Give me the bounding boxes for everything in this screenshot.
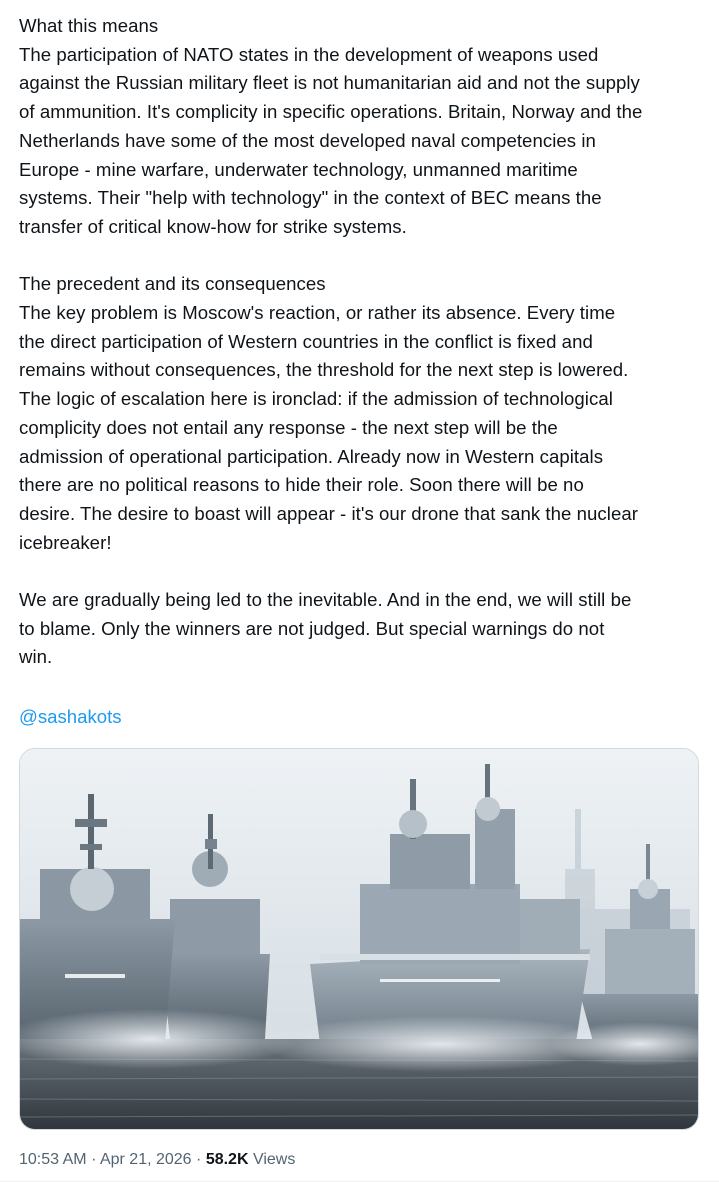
tweet-text-line: We are gradually being led to the inevitable. And in the end, we will still be	[19, 589, 632, 611]
tweet-text-line: to blame. Only the winners are not judged. But special warnings do not	[19, 617, 605, 639]
tweet-text-line: admission of operational participation. Already now in Western capitals	[19, 445, 604, 467]
paragraph-gap	[19, 242, 699, 271]
warships-photo	[20, 749, 699, 1130]
tweet-date: Apr 21, 2026	[99, 1151, 192, 1168]
views-label: Views	[252, 1151, 296, 1168]
tweet-text-line: Netherlands have some of the most developed naval competencies in	[19, 129, 596, 151]
tweet-text-line: desire. The desire to boast will appear - it's our drone that sank the nuclear	[19, 502, 638, 524]
tweet-text-line: transfer of critical know-how for strike systems.	[19, 215, 407, 237]
tweet-text-line: icebreaker!	[19, 531, 112, 553]
tweet-text-line: systems. Their "help with technology" in the context of BEC means the	[19, 187, 602, 209]
tweet-text-line: win.	[19, 646, 53, 668]
tweet-text-line: The logic of escalation here is ironclad: if the admission of technological	[19, 388, 613, 410]
tweet-text-line: remains without consequences, the threshold for the next step is lowered.	[19, 359, 629, 381]
tweet-text-line: of ammunition. It's complicity in specific operations. Britain, Norway and the	[19, 101, 643, 123]
tweet-text-line: there are no political reasons to hide their role. Soon there will be no	[19, 474, 584, 496]
mention-link[interactable]: @sashakots	[19, 706, 122, 727]
tweet-text-line: against the Russian military fleet is not humanitarian aid and not the supply	[19, 72, 640, 94]
tweet-text-line: The participation of NATO states in the development of weapons used	[19, 43, 599, 65]
tweet-text-line: The key problem is Moscow's reaction, or rather its absence. Every time	[19, 302, 616, 324]
tweet-text-line: The precedent and its consequences	[19, 273, 326, 295]
tweet-text-line: Europe - mine warfare, underwater technology, unmanned maritime	[19, 158, 578, 180]
views-count: 58.2K	[205, 1151, 249, 1168]
tweet-time: 10:53 AM	[19, 1151, 87, 1168]
tweet-text-line: complicity does not entail any response - the next step will be the	[19, 416, 558, 438]
tweet-text	[19, 12, 699, 672]
paragraph-gap	[19, 557, 699, 586]
timestamp-link[interactable]	[19, 1151, 192, 1168]
meta-separator: ·	[91, 1151, 97, 1168]
tweet-text-line: the direct participation of Western countries in the conflict is fixed and	[19, 330, 593, 352]
tweet-metadata	[19, 1148, 295, 1172]
tweet-text-line: What this means	[19, 15, 159, 36]
tweet-image[interactable]	[19, 748, 699, 1130]
tweet-body	[19, 12, 699, 672]
meta-separator: ·	[196, 1151, 202, 1168]
